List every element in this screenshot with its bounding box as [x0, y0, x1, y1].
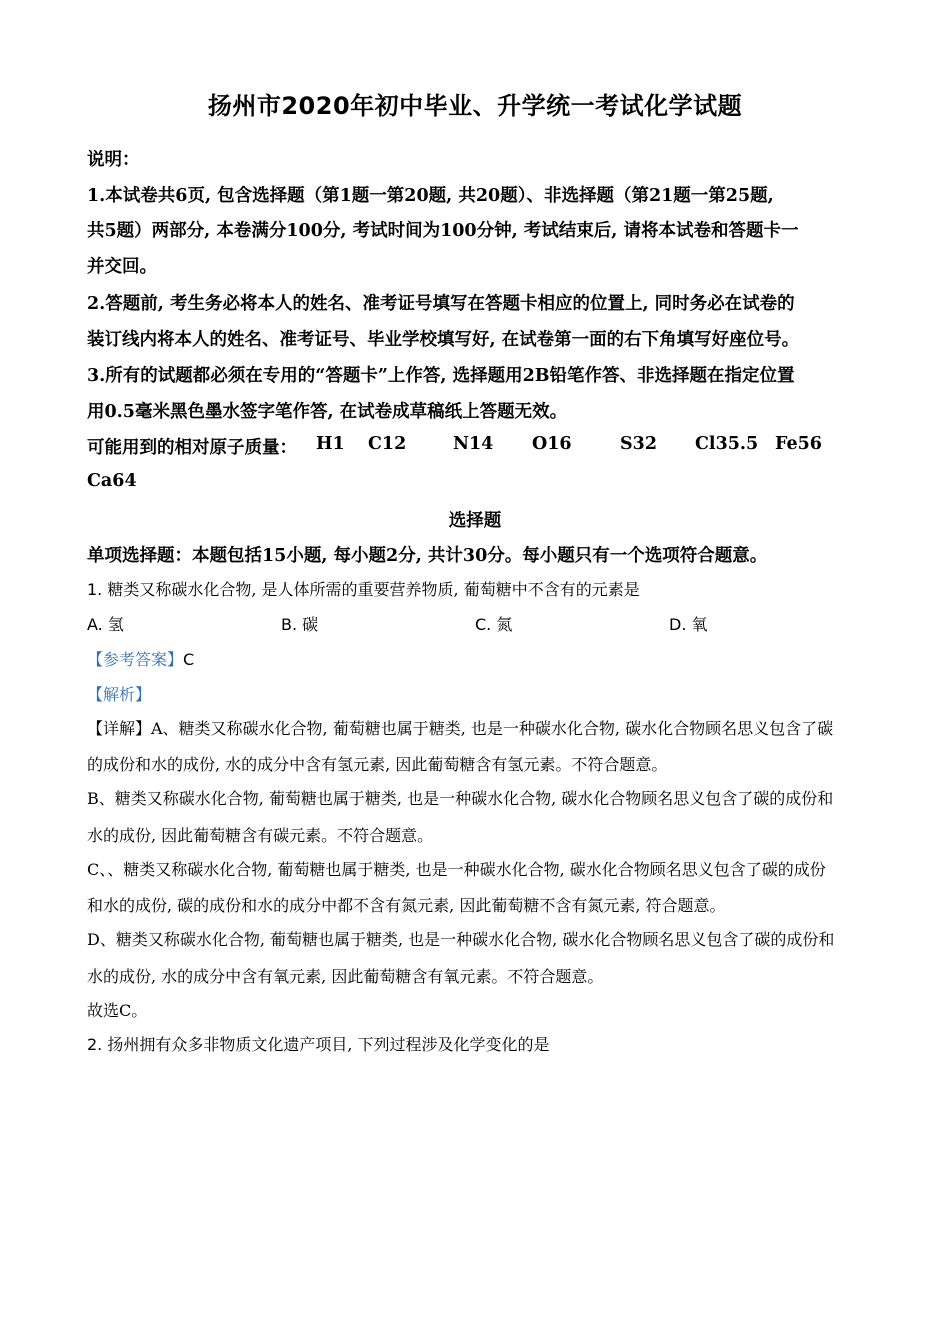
answer-value: C: [183, 650, 195, 669]
detail-line: 的成份和水的成份, 水的成分中含有氢元素, 因此葡萄糖含有氢元素。不符合题意。: [87, 755, 668, 774]
atomic-mass-item: Cl35.5: [695, 434, 759, 454]
question-number: 2.: [87, 1035, 103, 1054]
atomic-mass-label: 可能用到的相对原子质量：: [87, 438, 297, 458]
section-title: 选择题: [448, 511, 502, 531]
option-b: [281, 612, 318, 635]
atomic-mass-item: Ca64: [87, 471, 137, 491]
detail-line: B、糖类又称碳水化合物, 葡萄糖也属于糖类, 也是一种碳水化合物, 碳水化合物顾名思义包含了碳的成份和: [87, 789, 834, 808]
option-text: 氮: [496, 615, 513, 634]
page-title: 扬州市2020年初中毕业、升学统一考试化学试题: [207, 92, 743, 120]
atomic-mass-item: S32: [620, 434, 657, 454]
question-1-stem: [87, 577, 640, 600]
instructions-heading: 说明：: [87, 150, 140, 170]
instruction-line: 用0.5毫米黑色墨水签字笔作答, 在试卷成草稿纸上答题无效。: [87, 402, 568, 422]
atomic-mass-item: Fe56: [775, 434, 822, 454]
atomic-mass-item: C12: [368, 434, 407, 454]
detail-line: 水的成份, 水的成分中含有氧元素, 因此葡萄糖含有氧元素。不符合题意。: [87, 967, 604, 986]
instruction-line: 3.所有的试题都必须在专用的“答题卡”上作答, 选择题用2B铅笔作答、非选择题在指定位置: [87, 366, 795, 386]
option-text: 氧: [691, 615, 708, 634]
reference-answer: [87, 647, 194, 670]
option-letter: D.: [669, 615, 687, 634]
option-letter: C.: [475, 615, 492, 634]
detail-line: 和水的成份, 碳的成份和水的成分中都不含有氮元素, 因此葡萄糖不含有氮元素, 符合题意。: [87, 896, 726, 915]
instruction-line: 并交回。: [87, 257, 157, 277]
detail-line: 【详解】A、糖类又称碳水化合物, 葡萄糖也属于糖类, 也是一种碳水化合物, 碳水化合物顾名思义包含了碳: [87, 719, 834, 738]
question-text: 糖类又称碳水化合物, 是人体所需的重要营养物质, 葡萄糖中不含有的元素是: [107, 580, 640, 599]
option-a: [87, 612, 124, 635]
option-text: 氢: [107, 615, 124, 634]
detail-line: D、糖类又称碳水化合物, 葡萄糖也属于糖类, 也是一种碳水化合物, 碳水化合物顾名思义包含了碳的成份和: [87, 930, 835, 949]
option-c: [475, 612, 512, 635]
atomic-mass-item: N14: [453, 434, 494, 454]
detail-line: C、、糖类又称碳水化合物, 葡萄糖也属于糖类, 也是一种碳水化合物, 碳水化合物顾名思义包含了碳的成份: [87, 860, 826, 879]
analysis-label: 【解析】: [87, 685, 152, 704]
question-2-stem: [87, 1032, 550, 1055]
section-description: 单项选择题：本题包括15小题, 每小题2分, 共计30分。每小题只有一个选项符合题意。: [87, 546, 768, 566]
option-letter: B.: [281, 615, 298, 634]
atomic-mass-item: O16: [532, 434, 572, 454]
question-text: 扬州拥有众多非物质文化遗产项目, 下列过程涉及化学变化的是: [107, 1035, 550, 1054]
detail-line: 水的成份, 因此葡萄糖含有碳元素。不符合题意。: [87, 826, 434, 845]
instruction-line: 1.本试卷共6页, 包含选择题（第1题一第20题, 共20题）、非选择题（第21题一第25题,: [87, 186, 774, 206]
instruction-line: 装订线内将本人的姓名、准考证号、毕业学校填写好, 在试卷第一面的右下角填写好座位号。: [87, 330, 800, 350]
option-letter: A.: [87, 615, 103, 634]
instruction-line: 2.答题前, 考生务必将本人的姓名、准考证号填写在答题卡相应的位置上, 同时务必在试卷的: [87, 294, 795, 314]
instruction-line: 共5题）两部分, 本卷满分100分, 考试时间为100分钟, 考试结束后, 请将本试卷和答题卡一: [87, 221, 799, 241]
conclusion: 故选C。: [87, 1001, 148, 1020]
option-d: [669, 612, 708, 635]
answer-label: 【参考答案】: [87, 650, 184, 669]
option-text: 碳: [302, 615, 319, 634]
question-number: 1.: [87, 580, 103, 599]
atomic-mass-item: H1: [316, 434, 345, 454]
